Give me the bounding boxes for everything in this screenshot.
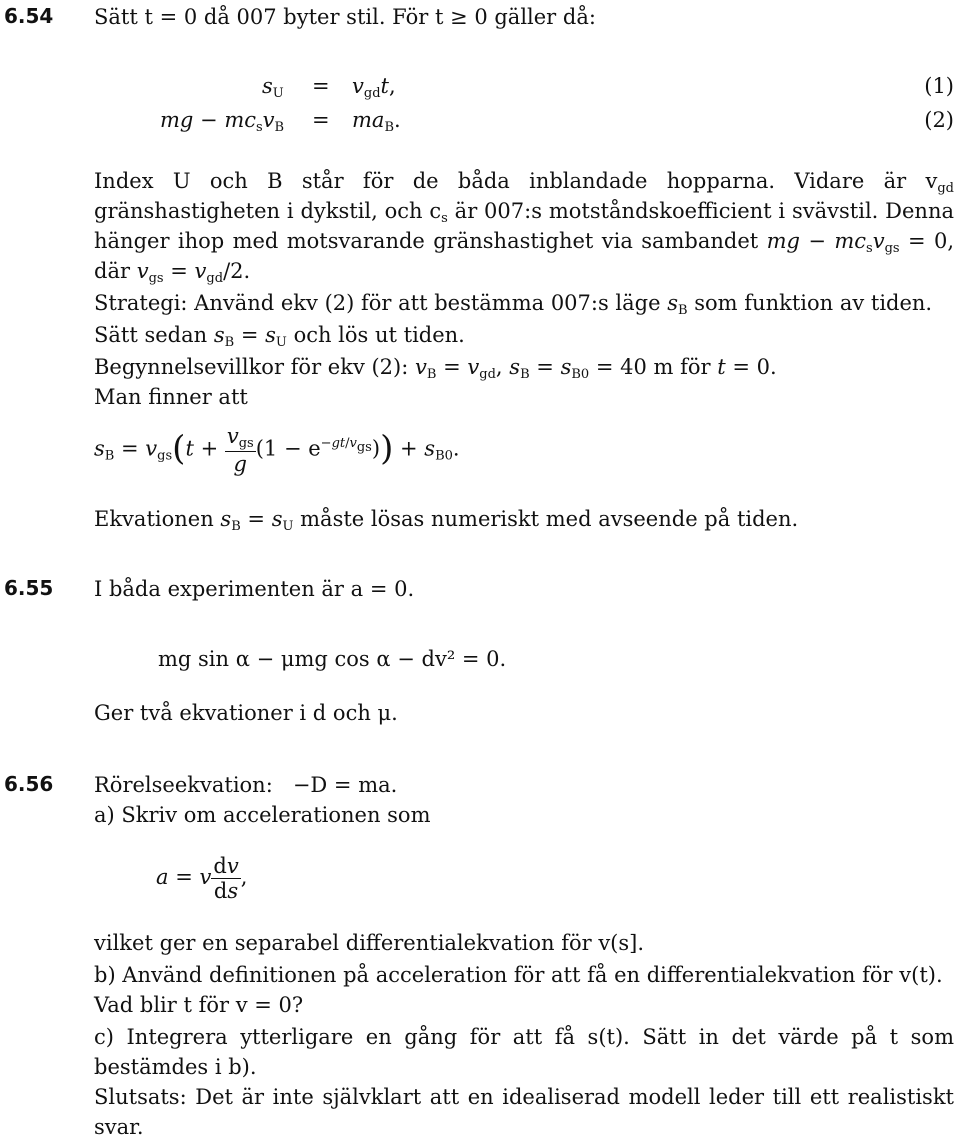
conclusion-text: Slutsats: Det är inte självklart att en idealiserad modell leder till ett realistiskt [94,1085,954,1109]
part-a-text: a) Skriv om accelerationen som [94,803,431,827]
result-text: Ger två ekvationer i d och μ. [94,701,398,725]
intro-text: Sätt t = 0 då 007 byter stil. För t ≥ 0 gäller då: [94,5,596,29]
man-finner-text: Man finner att [94,385,248,409]
section-number: 6.55 [4,576,54,600]
strategy-line: Strategi: Använd ekv (2) för att bestämma 007:s läge $s_B$ som funktion av tiden. [94,291,933,318]
paragraph-line: hänger ihop med motsvarande gränshastighet via sambandet mg − $mc_sv_{gs} = 0$, [94,229,954,256]
strategy-line: Sätt sedan $s_B = s_U$ och lös ut tiden. [94,323,465,350]
part-b-text: b) Använd definitionen på acceleration för att få en differentialekvation för v(t). [94,963,943,987]
equation-label: (2) [924,108,954,132]
section-number: 6.54 [4,4,54,28]
initial-condition: Begynnelsevillkor för ekv (2): $v_B = v_{gd}$, $s_B = s_{B0} = 40$ m för t = 0. [94,355,777,382]
paragraph-line: där $v_{gs} = v_{gd}/2$. [94,259,251,286]
motion-text: Rörelseekvation: −D = ma. [94,773,398,797]
part-c-text: c) Integrera ytterligare en gång för att få s(t). Sätt in det värde på t som [94,1025,954,1049]
section-number: 6.56 [4,772,54,796]
paragraph-line: Index U och B står för de båda inblandade hopparna. Vidare är $v_{gd}$ [94,169,954,196]
intro-text: I båda experimenten är a = 0. [94,577,415,601]
conclusion-text: Ekvationen $s_B = s_U$ måste lösas numeriskt med avseende på tiden. [94,507,799,534]
part-a-result: vilket ger en separabel differentialekvation för v(s]. [94,931,645,955]
conclusion-text: svar. [94,1115,144,1139]
equation-label: (1) [924,74,954,98]
part-c-text: bestämdes i b). [94,1055,257,1079]
friction-equation: mg sin α − μmg cos α − dv² = 0. [158,647,507,671]
solution-equation: $s_B = v_{gs}(t$ + $\frac{v_{gs}}{g}$ $(1 - e^{-gt/v_{gs}})) + s_{B0}$. [94,424,460,476]
acceleration-equation: a = v $\frac{dv}{ds}$ , [156,854,248,903]
paragraph-line: gränshastigheten i dykstil, och $c_s$ är 007:s motståndskoefficient i svävstil. Denna [94,199,954,226]
part-b-question: Vad blir t för v = 0? [94,993,304,1017]
